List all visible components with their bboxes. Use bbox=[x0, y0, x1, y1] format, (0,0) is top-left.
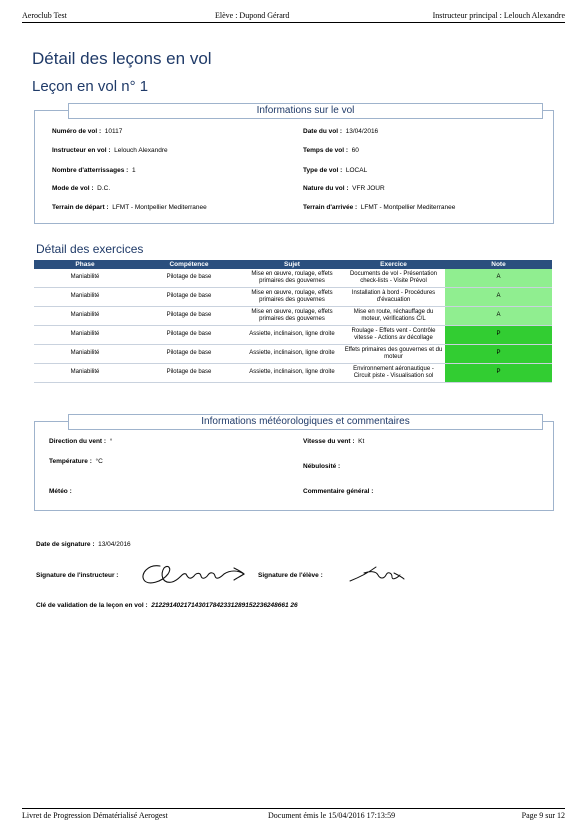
header-student: Elève : Dupond Gérard bbox=[215, 11, 290, 20]
cell-phase: Maniabilité bbox=[34, 364, 136, 383]
arrival-field: Terrain d'arrivée : LFMT - Montpellier Mediterranee bbox=[303, 204, 456, 211]
cell-phase: Maniabilité bbox=[34, 269, 136, 288]
cell-note: P bbox=[445, 345, 552, 364]
cell-phase: Maniabilité bbox=[34, 345, 136, 364]
exercises-table bbox=[34, 260, 552, 383]
cell-competence: Pilotage de base bbox=[136, 269, 242, 288]
cell-exercise: Effets primaires des gouvernes et du moteur bbox=[342, 345, 445, 364]
cell-exercise: Environnement aéronautique - Circuit piste - Visualisation sol bbox=[342, 364, 445, 383]
header-instructor: Instructeur principal : Lelouch Alexandre bbox=[432, 11, 565, 20]
cell-note: A bbox=[445, 269, 552, 288]
cell-competence: Pilotage de base bbox=[136, 364, 242, 383]
departure-field: Terrain de départ : LFMT - Montpellier Mediterranee bbox=[52, 204, 207, 211]
cell-exercise: Roulage - Effets vent - Contrôle vitesse - Actions av décollage bbox=[342, 326, 445, 345]
cell-phase: Maniabilité bbox=[34, 288, 136, 307]
cell-subject: Assiette, inclinaison, ligne droite bbox=[242, 364, 342, 383]
cell-competence: Pilotage de base bbox=[136, 288, 242, 307]
table-row bbox=[34, 345, 552, 364]
lesson-title: Leçon en vol n° 1 bbox=[32, 78, 149, 95]
student-signature-label: Signature de l'élève : bbox=[258, 572, 323, 579]
footer-page-number: Page 9 sur 12 bbox=[521, 811, 565, 820]
cell-exercise: Documents de vol - Présentation check-lists - Visite Prévol bbox=[342, 269, 445, 288]
cell-note: A bbox=[445, 307, 552, 326]
header-divider bbox=[22, 22, 565, 23]
table-row bbox=[34, 288, 552, 307]
cell-note: P bbox=[445, 326, 552, 345]
col-competence: Compétence bbox=[136, 260, 242, 269]
landings-field: Nombre d'atterrissages : 1 bbox=[52, 167, 136, 174]
cell-subject: Mise en œuvre, roulage, effets primaires des gouvernes bbox=[242, 269, 342, 288]
weather-box bbox=[34, 421, 554, 511]
exercises-title: Détail des exercices bbox=[36, 242, 144, 256]
flight-time-field: Temps de vol : 60 bbox=[303, 147, 359, 154]
weather-title: Informations météorologiques et commentaires bbox=[68, 414, 543, 430]
flight-instructor-field: Instructeur en vol : Lelouch Alexandre bbox=[52, 147, 168, 154]
cell-phase: Maniabilité bbox=[34, 326, 136, 345]
cell-subject: Mise en œuvre, roulage, effets primaires des gouvernes bbox=[242, 288, 342, 307]
meteo-field: Météo : bbox=[49, 488, 72, 495]
cell-subject: Mise en œuvre, roulage, effets primaires des gouvernes bbox=[242, 307, 342, 326]
cell-competence: Pilotage de base bbox=[136, 307, 242, 326]
cell-exercise: Mise en route, réchauffage du moteur, vérifications C/L bbox=[342, 307, 445, 326]
cloud-cover-field: Nébulosité : bbox=[303, 463, 341, 470]
signature-date-field: Date de signature : 13/04/2016 bbox=[36, 541, 131, 548]
cell-competence: Pilotage de base bbox=[136, 345, 242, 364]
cell-note: P bbox=[445, 364, 552, 383]
flight-type-field: Type de vol : LOCAL bbox=[303, 167, 368, 174]
col-note: Note bbox=[445, 260, 552, 269]
table-row bbox=[34, 364, 552, 383]
instructor-signature-label: Signature de l'instructeur : bbox=[36, 572, 119, 579]
table-row bbox=[34, 269, 552, 288]
col-exercise: Exercice bbox=[342, 260, 445, 269]
cell-note: A bbox=[445, 288, 552, 307]
wind-speed-field: Vitesse du vent : Kt bbox=[303, 438, 365, 445]
col-phase: Phase bbox=[34, 260, 136, 269]
flight-number-field: Numéro de vol : 10117 bbox=[52, 128, 123, 135]
wind-direction-field: Direction du vent : ° bbox=[49, 438, 113, 445]
footer-app-name: Livret de Progression Dématérialisé Aerogest bbox=[22, 811, 168, 820]
footer-divider bbox=[22, 808, 565, 809]
table-row bbox=[34, 326, 552, 345]
col-subject: Sujet bbox=[242, 260, 342, 269]
flight-date-field: Date du vol : 13/04/2016 bbox=[303, 128, 379, 135]
page-header bbox=[22, 8, 565, 22]
header-club: Aeroclub Test bbox=[22, 11, 67, 20]
cell-exercise: Installation à bord - Procédures d'évacuation bbox=[342, 288, 445, 307]
flight-info-title: Informations sur le vol bbox=[68, 103, 543, 119]
footer-issued-date: Document émis le 15/04/2016 17:13:59 bbox=[268, 811, 396, 820]
cell-subject: Assiette, inclinaison, ligne droite bbox=[242, 326, 342, 345]
flight-nature-field: Nature du vol : VFR JOUR bbox=[303, 185, 385, 192]
table-row bbox=[34, 307, 552, 326]
page-footer bbox=[22, 811, 565, 825]
cell-phase: Maniabilité bbox=[34, 307, 136, 326]
instructor-signature-image bbox=[138, 560, 250, 588]
validation-key-field: Clé de validation de la leçon en vol : 21229140217143017842331289152236248661 26 bbox=[36, 602, 298, 609]
temperature-field: Température : °C bbox=[49, 458, 103, 465]
flight-mode-field: Mode de vol : D.C. bbox=[52, 185, 111, 192]
page-title: Détail des leçons en vol bbox=[32, 49, 212, 68]
cell-subject: Assiette, inclinaison, ligne droite bbox=[242, 345, 342, 364]
exercises-header-row bbox=[34, 260, 552, 269]
student-signature-image bbox=[346, 561, 406, 585]
general-comment-field: Commentaire général : bbox=[303, 488, 374, 495]
cell-competence: Pilotage de base bbox=[136, 326, 242, 345]
